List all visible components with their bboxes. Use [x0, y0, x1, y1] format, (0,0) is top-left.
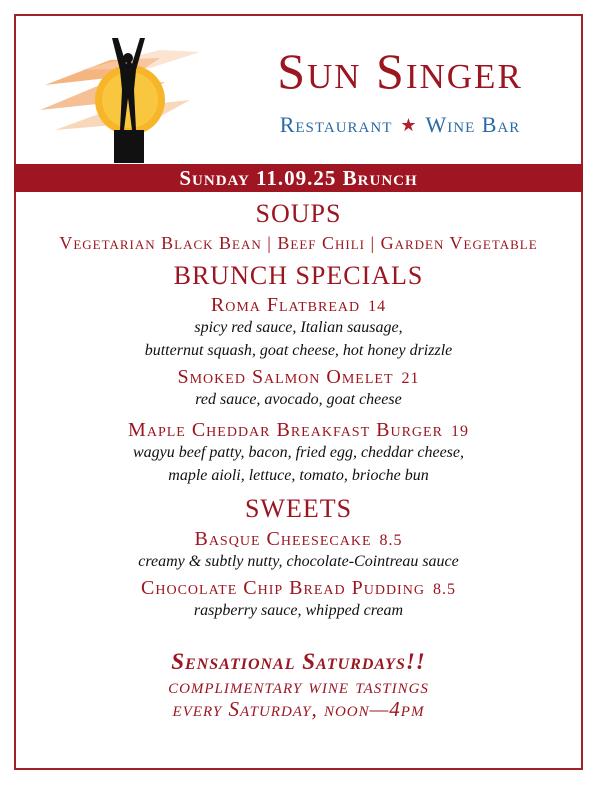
menu-item — [14, 419, 583, 487]
item-name: Roma Flatbread 14 — [210, 294, 387, 317]
menu-content — [14, 200, 583, 721]
promo-line: every Saturday, noon—4pm — [172, 696, 425, 721]
menu-item — [14, 528, 583, 573]
subtitle-restaurant: Restaurant — [279, 112, 393, 137]
item-price: 21 — [401, 369, 420, 387]
soups-list: Vegetarian Black Bean | Beef Chili | Garden Vegetable — [59, 232, 538, 253]
item-name: Maple Cheddar Breakfast Burger 19 — [128, 419, 469, 442]
item-description: spicy red sauce, Italian sausage, — [194, 319, 403, 337]
item-description: butternut squash, goat cheese, hot honey drizzle — [144, 341, 453, 359]
brunch-specials-heading: BRUNCH SPECIALS — [173, 260, 424, 290]
promo-block — [14, 649, 583, 721]
item-description: raspberry sauce, whipped cream — [193, 602, 404, 620]
menu-item — [14, 294, 583, 362]
item-name: Smoked Salmon Omelet 21 — [177, 365, 420, 388]
statue-sun-icon — [40, 30, 215, 165]
item-name: Chocolate Chip Bread Pudding 8.5 — [141, 577, 456, 600]
item-price: 8.5 — [432, 581, 456, 599]
item-price: 19 — [450, 423, 469, 441]
sweets-heading: SWEETS — [244, 494, 353, 524]
item-name: Basque Cheesecake 8.5 — [194, 527, 403, 550]
subtitle-wine-bar: Wine Bar — [425, 112, 521, 137]
item-price: 8.5 — [379, 531, 403, 549]
soups-heading: SOUPS — [255, 199, 342, 228]
item-description: creamy & subtly nutty, chocolate-Cointreau sauce — [138, 552, 459, 570]
promo-title: Sensational Saturdays!! — [171, 648, 426, 674]
item-price: 14 — [368, 298, 387, 316]
promo-line: complimentary wine tastings — [168, 673, 429, 698]
star-icon: ★ — [400, 114, 418, 135]
sun-singer-logo — [40, 30, 215, 165]
menu-item — [14, 366, 583, 411]
restaurant-subtitle — [230, 112, 570, 138]
item-description: maple aioli, lettuce, tomato, brioche bun — [168, 466, 429, 484]
restaurant-name: Sun Singer — [277, 43, 523, 99]
menu-item — [14, 577, 583, 622]
item-description: red sauce, avocado, goat cheese — [195, 390, 402, 408]
date-banner: Sunday 11.09.25 Brunch — [14, 164, 583, 192]
item-description: wagyu beef patty, bacon, fried egg, cheddar cheese, — [132, 444, 464, 462]
